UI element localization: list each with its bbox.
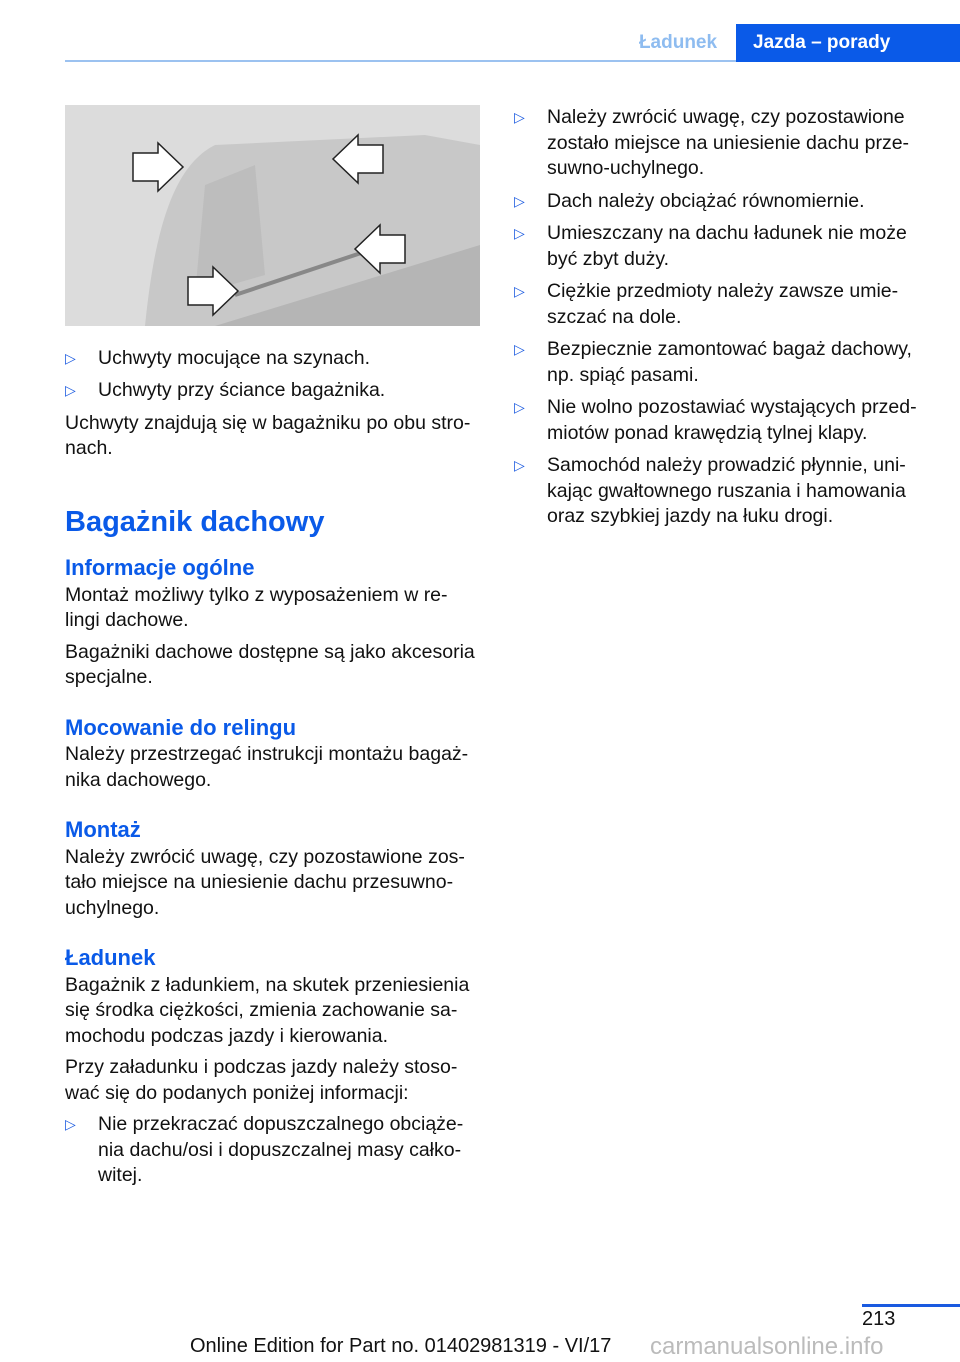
list-item: ▷ Nie przekraczać dopuszczalnego obciąże- nia dachu/osi i dopuszczalnej masy całko- witej. [65, 1112, 485, 1189]
triangle-bullet-icon: ▷ [514, 225, 525, 241]
watermark: carmanualsonline.info [650, 1333, 884, 1360]
triangle-bullet-icon: ▷ [514, 399, 525, 415]
paragraph: Bagażnik z ładunkiem, na skutek przeniesienia się środka ciężkości, zmienia zachowanie sa- mochodu podczas jazdy i kierowania. [65, 973, 470, 1047]
paragraph: Bagażniki dachowe dostępne są jako akcesoria specjalne. [65, 640, 475, 688]
page-number-rule [862, 1304, 960, 1307]
list-item: ▷ Uchwyty mocujące na szynach. [65, 346, 485, 372]
triangle-bullet-icon: ▷ [65, 382, 76, 398]
paragraph: Przy załadunku i podczas jazdy należy stoso- wać się do podanych poniżej informacji: [65, 1056, 458, 1104]
triangle-bullet-icon: ▷ [65, 349, 76, 366]
triangle-bullet-icon: ▷ [514, 109, 525, 125]
triangle-bullet-icon: ▷ [65, 1116, 76, 1132]
page-number: 213 [862, 1308, 896, 1330]
section-heading: Mocowanie do relingu [65, 714, 297, 740]
figure-text: Uchwyty znajdują się w bagażniku po obu stro- nach. [65, 411, 471, 459]
triangle-bullet-icon: ▷ [514, 283, 525, 299]
list-item: ▷ Dach należy obciążać równomiernie. [514, 189, 934, 215]
page-title: Bagażnik dachowy [65, 505, 325, 538]
list-item: ▷ Uchwyty przy ściance bagażnika. [65, 378, 485, 404]
triangle-bullet-icon: ▷ [514, 192, 525, 209]
tab-previous-section[interactable]: Ładunek [638, 32, 718, 53]
section-heading: Informacje ogólne [65, 555, 255, 580]
section-heading: Ładunek [65, 945, 156, 970]
list-item: ▷ Umieszczany na dachu ładunek nie może być zbyt duży. [514, 221, 934, 272]
tab-current-section[interactable]: Jazda – porady [736, 24, 960, 62]
edition-footer: Online Edition for Part no. 01402981319 - VI/17 [190, 1335, 612, 1357]
triangle-bullet-icon: ▷ [514, 341, 525, 357]
triangle-bullet-icon: ▷ [514, 457, 525, 473]
list-item: ▷ Bezpiecznie zamontować bagaż dachowy, np. spiąć pasami. [514, 337, 934, 388]
list-item: ▷ Nie wolno pozostawiać wystających przed- miotów ponad krawędzią tylnej klapy. [514, 395, 934, 446]
left-column [65, 105, 485, 1196]
paragraph: Należy przestrzegać instrukcji montażu bagaż- nika dachowego. [65, 743, 469, 791]
list-item: ▷ Samochód należy prowadzić płynnie, uni- kając gwałtownego ruszania i hamowania oraz szybkiej jazdy na łuku drogi. [514, 453, 934, 530]
paragraph: Montaż możliwy tylko z wyposażeniem w re- lingi dachowe. [65, 583, 448, 631]
section-heading: Montaż [65, 817, 141, 842]
list-item: ▷ Należy zwrócić uwagę, czy pozostawione zostało miejsce na uniesienie dachu prze- suwno-uchylnego. [514, 105, 934, 182]
paragraph: Należy zwrócić uwagę, czy pozostawione zos- tało miejsce na uniesienie dachu przesuwno- uchylnego. [65, 845, 465, 919]
trunk-figure [65, 105, 480, 326]
right-column [514, 105, 934, 537]
list-item: ▷ Ciężkie przedmioty należy zawsze umie- szczać na dole. [514, 279, 934, 330]
